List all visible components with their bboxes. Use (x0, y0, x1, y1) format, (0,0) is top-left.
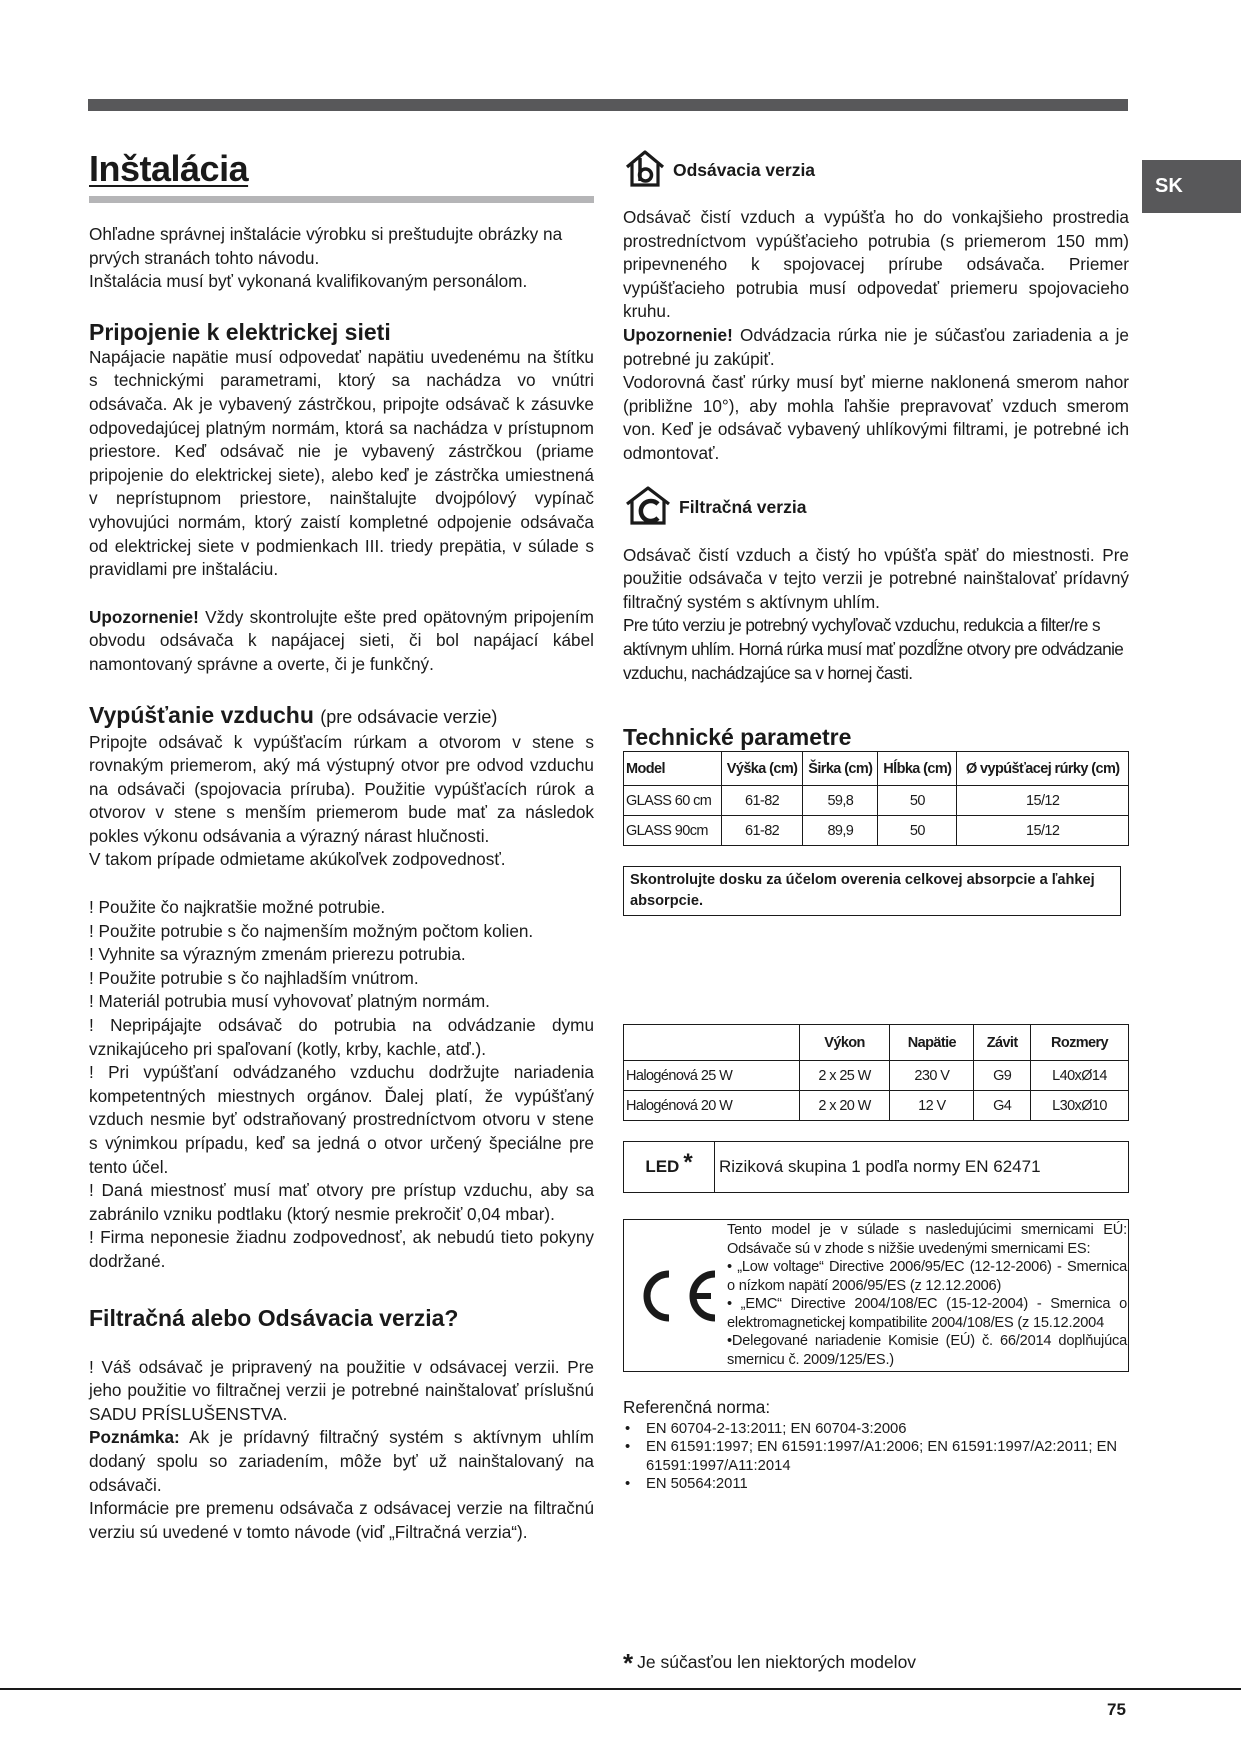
table-header: Model (624, 752, 722, 786)
filter-or-exhaust-note: Poznámka: Ak je prídavný filtračný systém s aktívnym uhlím dodaný spolu so zariadením, môže byť už nainštalovaný na odsávači. (89, 1427, 594, 1495)
table-cell: G4 (974, 1091, 1031, 1121)
exhaust-note: ! Nepripájajte odsávač do potrubia na odvádzanie dymu vznikajúceho pri spaľovaní (kotly, krby, kachle, atď.). (89, 1015, 594, 1059)
table-cell: 59,8 (803, 786, 878, 816)
table-cell: 50 (878, 816, 957, 846)
check-note-box: Skontrolujte dosku za účelom overenia celkovej absorpcie a ľahkej absorpcie. (623, 866, 1121, 916)
table-cell: 61-82 (721, 816, 803, 846)
filter-or-exhaust-p1: ! Váš odsávač je pripravený na použitie v odsávacej verzii. Pre jeho použitie vo filtračnej verzii je potrebné nainštalovať príslušnú SADU PRÍSLUŠENSTVA. (89, 1356, 594, 1424)
table-header (624, 1025, 800, 1061)
led-box (623, 1141, 1129, 1193)
exhaust-version-label: Odsávacia verzia (673, 159, 816, 180)
exhaust-body: Pripojte odsávač k vypúšťacím rúrkam a otvorom v stene s rovnakým priemerom, aký má výstupný otvor pre odvod vzduchu na odsávači (spojovacia príruba). Použitie vypúšťacích rúrok a otvorov v stene s menším priemerom bude mať za následok pokles výkonu odsávania a výrazný nárast hlučnosti. (89, 731, 594, 846)
ce-box (623, 1219, 1129, 1372)
electric-body: Napájacie napätie musí odpovedať napätiu uvedenému na štítku s technickými parametrami, ktorý sa nachádza vo vnútri odsávača. Ak je vybavený zástrčkou, pripojte odsávač k zásuvke odpovedajúcej platným normám, ktorá sa nachádza v prístupnom priestore. Keď odsávač nie je vybavený zástrčkou (priame pripojenie do elektrickej siete), alebo keď je zástrčka umiestnená v neprístupnom priestore, nainštalujte dvojpólový vypínač vyhovujúci normám, ktorý zaistí kompletné odpojenie odsávača od elektrickej siete v podmienkach III. triedy prepätia, v súlade s pravidlami pre inštaláciu. (89, 346, 594, 580)
table-cell: 50 (878, 786, 957, 816)
exhaust-version-warning: Upozornenie! Odvádzacia rúrka nie je súčasťou zariadenia a je potrebné ju zakúpiť. (623, 324, 1129, 369)
led-text: Riziková skupina 1 podľa normy EN 62471 (719, 1157, 1041, 1177)
table-row (624, 1091, 1129, 1121)
exhaust-note: ! Firma neponesie žiadnu zodpovednosť, ak nebudú tieto pokyny dodržané. (89, 1227, 594, 1271)
table-header: Výkon (799, 1025, 890, 1061)
table-cell: 2 x 25 W (799, 1061, 890, 1091)
table-header: Širka (cm) (803, 752, 878, 786)
list-item: • EN 60704-2-13:2011; EN 60704-3:2006 (623, 1420, 1129, 1439)
exhaust-note: ! Použite potrubie s čo najhladším vnútrom. (89, 967, 419, 988)
table-cell: Halogénová 25 W (624, 1061, 800, 1091)
table-cell: 15/12 (957, 816, 1129, 846)
filter-house-icon (623, 484, 673, 531)
table-cell: G9 (974, 1061, 1031, 1091)
list-item: • EN 50564:2011 (623, 1475, 1129, 1494)
table-cell: GLASS 90cm (624, 816, 722, 846)
table-cell: 12 V (890, 1091, 974, 1121)
exhaust-version-p1: Odsávač čistí vzduch a vypúšťa ho do vonkajšieho prostredia prostredníctvom vypúšťacieho potrubia (s priemerom 150 mm) pripevneného k spojovacej prírube odsávača. Priemer vypúšťacieho potrubia musí odpovedať priemeru spojovacieho kruhu. (623, 207, 1129, 322)
page-number: 75 (1107, 1700, 1126, 1719)
reference-heading: Referenčná norma: (623, 1397, 771, 1418)
table-header: Hĺbka (cm) (878, 752, 957, 786)
led-label: LED * (624, 1142, 715, 1192)
filter-version-p2: Pre túto verziu je potrebný vychyľovač vzduchu, redukcia a filter/re s aktívnym uhlím. Horná rúrka musí mať pozdĺžne otvory pre odvádzanie vzduchu, nachádzajúce sa v hornej časti. (623, 615, 1124, 683)
reference-list (623, 1420, 1129, 1494)
lamp-table (623, 1024, 1129, 1121)
exhaust-note: ! Pri vypúšťaní odvádzaného vzduchu dodržujte nariadenia kompetentných miestnych orgánov. Ďalej platí, že vypúšťaný vzduch nesmie byť odstraňovaný prostredníctvom otvoru v stene s výnimkou prípadu, keď sa jedná o otvor určený špeciálne pre tento účel. (89, 1062, 594, 1177)
table-header-row (624, 1025, 1129, 1061)
filter-or-exhaust-p3: Informácie pre premenu odsávača z odsávacej verzie na filtračnú verziu sú uvedené v tomto návode (viď „Filtračná verzia“). (89, 1498, 594, 1542)
table-header: Rozmery (1030, 1025, 1128, 1061)
table-cell: GLASS 60 cm (624, 786, 722, 816)
exhaust-note: ! Vyhnite sa výrazným zmenám prierezu potrubia. (89, 944, 466, 965)
tech-table (623, 751, 1129, 846)
table-header: Výška (cm) (721, 752, 803, 786)
table-row (624, 1061, 1129, 1091)
table-cell: Halogénová 20 W (624, 1091, 800, 1121)
electric-heading: Pripojenie k elektrickej sieti (89, 318, 391, 345)
exhaust-house-icon (623, 148, 667, 193)
list-item: • EN 61591:1997; EN 61591:1997/A1:2006; EN 61591:1997/A2:2011; EN 61591:1997/A11:2014 (623, 1438, 1129, 1475)
table-row (624, 816, 1129, 846)
language-tab: SK (1142, 160, 1241, 213)
exhaust-note: ! Daná miestnosť musí mať otvory pre prístup vzduchu, aby sa zabránilo vzniku podtlaku (ktorý nesmie prekročiť 0,04 mbar). (89, 1180, 594, 1224)
bottom-rule (0, 1688, 1241, 1690)
table-header-row (624, 752, 1129, 786)
table-row (624, 786, 1129, 816)
ce-mark-icon (624, 1220, 727, 1371)
left-column (89, 148, 594, 1544)
filter-or-exhaust-heading: Filtračná alebo Odsávacia verzia? (89, 1304, 459, 1331)
right-column (623, 148, 1129, 1494)
table-cell: 230 V (890, 1061, 974, 1091)
electric-warning: Upozornenie! Vždy skontrolujte ešte pred opätovným pripojením obvodu odsávača k napájacej sieti, či bol napájací kábel namontovaný správne a overte, či je funkčný. (89, 606, 594, 674)
table-cell: L40xØ14 (1030, 1061, 1128, 1091)
table-header: Ø vypúšťacej rúrky (cm) (957, 752, 1129, 786)
table-header: Napätie (890, 1025, 974, 1061)
filter-version-header (623, 486, 1129, 530)
exhaust-version-header (623, 148, 1129, 192)
tech-heading: Technické parametre (623, 724, 852, 751)
filter-version-p1: Odsávač čistí vzduch a čistý ho vpúšťa späť do miestnosti. Pre použitie odsávača v tejto verzii je potrebné nainštalovať prídavný filtračný systém s aktívnym uhlím. (623, 544, 1129, 612)
exhaust-heading: Vypúšťanie vzduchu (pre odsávacie verzie) (89, 701, 498, 728)
table-cell: 15/12 (957, 786, 1129, 816)
exhaust-note: ! Materiál potrubia musí vyhovovať platným normám. (89, 991, 490, 1012)
table-cell: 89,9 (803, 816, 878, 846)
top-bar (88, 99, 1128, 111)
exhaust-disclaimer: V takom prípade odmietame akúkoľvek zodpovednosť. (89, 849, 506, 870)
table-cell: L30xØ10 (1030, 1091, 1128, 1121)
table-cell: 61-82 (721, 786, 803, 816)
intro-paragraph-1: Ohľadne správnej inštalácie výrobku si preštudujte obrázky na prvých stranách tohto návodu. (89, 224, 563, 268)
intro-paragraph-2: Inštalácia musí byť vykonaná kvalifikovaným personálom. (89, 271, 528, 292)
filter-version-label: Filtračná verzia (679, 497, 807, 518)
table-cell: 2 x 20 W (799, 1091, 890, 1121)
exhaust-note: ! Použite potrubie s čo najmenším možným počtom kolien. (89, 920, 534, 941)
footnote: * Je súčasťou len niektorých modelov (623, 1648, 917, 1678)
table-header: Závit (974, 1025, 1031, 1061)
ce-text: Tento model je v súlade s nasledujúcimi smernicami EÚ: Odsávače sú v zhode s nižšie uvedenými smernicami ES: • „Low voltage“ Directive 2006/95/EC (12-12-2006) - Smernica o nízkom napätí 2006/95/ES (z 12.12.2006) • „EMC“ Directive 2004/108/EC (15-12-2004) - Smernica o elektromagnetickej kompatibilite 2004/108/ES (z 15.12.2004 •Delegované nariadenie Komisie (EÚ) č. 66/2014 doplňujúca smernicu č. 2009/125/ES.) (727, 1222, 1127, 1368)
exhaust-version-p3: Vodorovná časť rúrky musí byť mierne naklonená smerom nahor (približne 10°), aby mohla ľahšie prepravovať vzduch smerom von. Keď je odsávač vybavený uhlíkovými filtrami, je potrebné ich odmontovať. (623, 372, 1129, 463)
page-title: Inštalácia (89, 148, 594, 203)
exhaust-note: ! Použite čo najkratšie možné potrubie. (89, 897, 386, 918)
